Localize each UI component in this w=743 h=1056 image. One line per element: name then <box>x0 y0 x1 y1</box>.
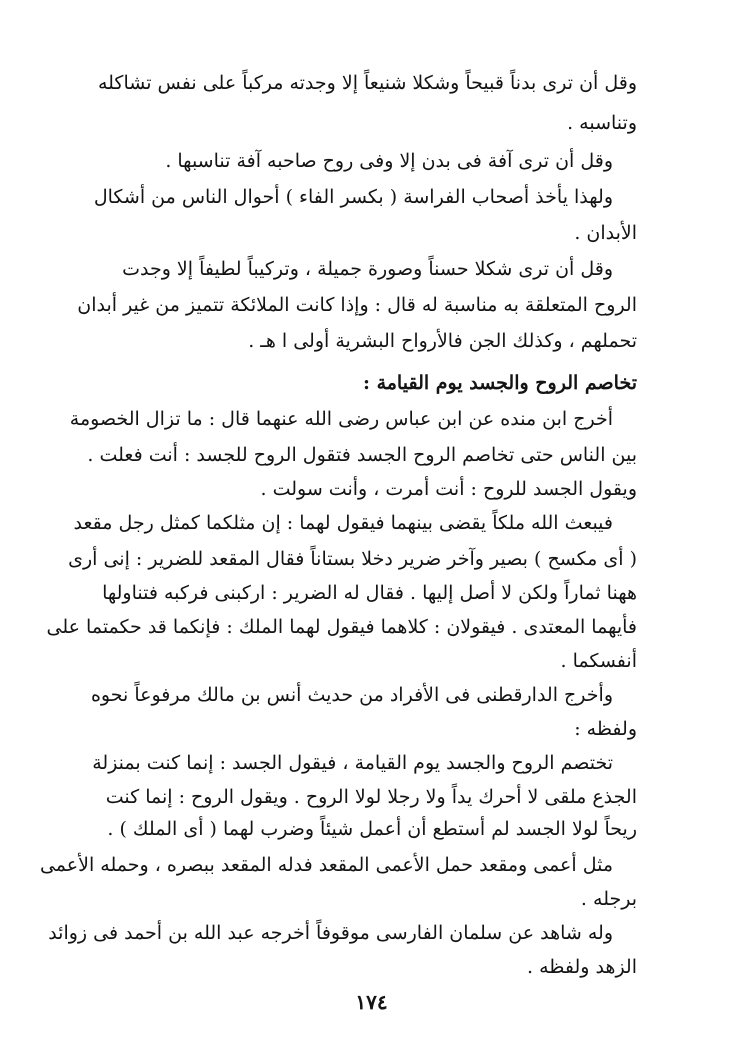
text-line: ولفظه : <box>574 718 637 740</box>
text-line: برجله . <box>580 888 637 910</box>
text-line: وقل أن ترى آفة فى بدن إلا وفى روح صاحبه آفة تناسبها . <box>165 150 613 172</box>
text-line: وقل أن ترى بدناً قبيحاً وشكلا شنيعاً إلا وجدته مركباً على نفس تشاكله <box>97 72 637 94</box>
text-line: وأخرج الدارقطنى فى الأفراد من حديث أنس بن مالك مرفوعاً نحوه <box>90 684 613 706</box>
text-line: فيبعث الله ملكاً يقضى بينهما فيقول لهما : إن مثلكما كمثل رجل مقعد <box>73 512 613 534</box>
text-line: الزهد ولفظه . <box>526 956 637 978</box>
text-line: فأيهما المعتدى . فيقولان : كلاهما فيقول لهما الملك : فإنكما قد حكمتما على <box>46 616 637 638</box>
page-number: ١٧٤ <box>355 990 388 1014</box>
text-line: بين الناس حتى تخاصم الروح الجسد فتقول الروح للجسد : أنت فعلت . <box>87 444 637 466</box>
text-line: ويقول الجسد للروح : أنت أمرت ، وأنت سولت . <box>260 478 637 500</box>
text-line: ريحاً لولا الجسد لم أستطع أن أعمل شيئاً وضرب لهما ( أى الملك ) . <box>107 818 637 840</box>
text-line: أخرج ابن منده عن ابن عباس رضى الله عنهما قال : ما تزال الخصومة <box>69 408 613 430</box>
text-line: وتناسبه . <box>567 112 637 134</box>
text-line: الروح المتعلقة به مناسبة له قال : وإذا كانت الملائكة تتميز من غير أبدان <box>77 294 637 316</box>
text-line: أنفسكما . <box>560 650 637 672</box>
text-line: وقل أن ترى شكلا حسناً وصورة جميلة ، وتركيباً لطيفاً إلا وجدت <box>122 258 613 280</box>
text-line: تختصم الروح والجسد يوم القيامة ، فيقول الجسد : إنما كنت بمنزلة <box>92 752 613 774</box>
section-heading: تخاصم الروح والجسد يوم القيامة : <box>362 372 637 394</box>
text-line: الجذع ملقى لا أحرك يداً ولا رجلا لولا الروح . ويقول الروح : إنما كنت <box>105 786 637 808</box>
text-line: ( أى مكسح ) بصير وآخر ضرير دخلا بستاناً فقال المقعد للضرير : إنى أرى <box>68 548 637 570</box>
text-line: ولهذا يأخذ أصحاب الفراسة ( بكسر الفاء ) أحوال الناس من أشكال <box>93 186 613 208</box>
text-line: مثل أعمى ومقعد حمل الأعمى المقعد فدله المقعد ببصره ، وحمله الأعمى <box>39 854 613 876</box>
text-line: ههنا ثماراً ولكن لا أصل إليها . فقال له الضرير : اركبنى فركبه فتناولها <box>102 582 637 604</box>
text-line: تحملهم ، وكذلك الجن فالأرواح البشرية أولى ا هـ . <box>248 330 637 352</box>
text-line: وله شاهد عن سلمان الفارسى موقوفاً أخرجه عبد الله بن أحمد فى زوائد <box>48 922 613 944</box>
text-line: الأبدان . <box>574 222 637 244</box>
